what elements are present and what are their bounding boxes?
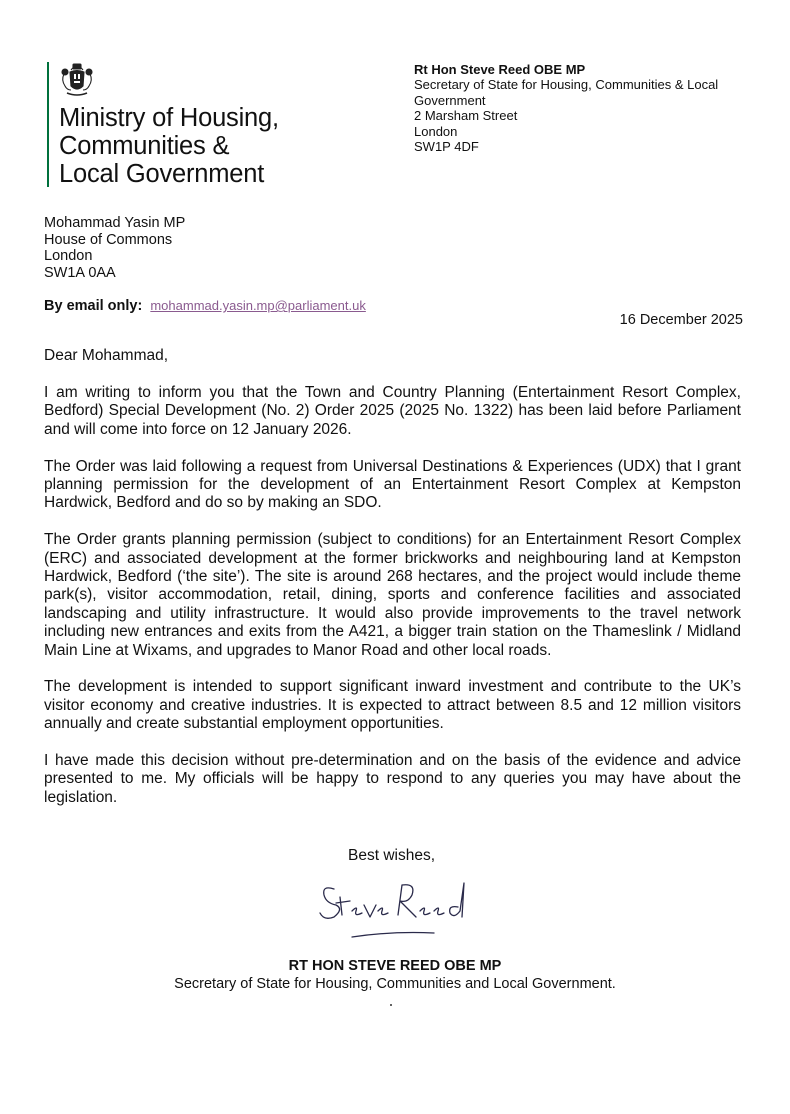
sender-line: 2 Marsham Street xyxy=(414,108,518,124)
logo-green-rule xyxy=(47,62,49,187)
body-paragraph: I have made this decision without pre-determination and on the basis of the evidence and advice presented to me. My officials will be happy to respond to any queries you may have about the legislation. xyxy=(44,752,741,806)
signoff-title: Secretary of State for Housing, Communities and Local Government. xyxy=(174,976,616,992)
sender-line: London xyxy=(414,123,458,139)
email-link[interactable]: mohammad.yasin.mp@parliament.uk xyxy=(150,298,366,313)
handwritten-signature xyxy=(312,875,482,945)
recipient-address xyxy=(44,215,185,281)
body-paragraph: The development is intended to support significant inward investment and contribute to the UK’s visitor economy and creative industries. It is expected to attract between 8.5 and 12 million visitors annually and create substantial employment opportunities. xyxy=(44,678,741,733)
department-name xyxy=(59,104,319,188)
salutation: Dear Mohammad, xyxy=(44,347,169,364)
body-paragraph: The Order was laid following a request from Universal Destinations & Experiences (UDX) that I grant planning permission for the development of an Entertainment Resort Complex at Kempston Hardwick, Bedford and do so by making an SDO. xyxy=(44,457,741,512)
recipient-line: SW1A 0AA xyxy=(44,264,116,281)
recipient-line: London xyxy=(44,248,93,265)
royal-crest-icon xyxy=(57,60,97,100)
recipient-line: House of Commons xyxy=(44,231,173,248)
recipient-line: Mohammad Yasin MP xyxy=(44,215,186,231)
sender-address xyxy=(414,62,754,154)
body-paragraph: I am writing to inform you that the Town and Country Planning (Entertainment Resort Complex, Bedford) Special Development (No. 2) Order 2025 (2025 No. 1322) has been laid before Parliament and will come into force on 12 January 2026. xyxy=(44,384,741,438)
sender-name: Rt Hon Steve Reed OBE MP xyxy=(414,62,586,77)
sender-line: SW1P 4DF xyxy=(414,139,479,155)
letter-body xyxy=(44,384,741,826)
letter-date: 16 December 2025 xyxy=(619,312,743,328)
email-line xyxy=(44,297,370,315)
closing: Best wishes, xyxy=(348,847,436,864)
signoff-name: RT HON STEVE REED OBE MP xyxy=(288,958,502,974)
department-name-line: Ministry of Housing, xyxy=(59,104,279,132)
sender-line: Secretary of State for Housing, Communities & Local xyxy=(414,77,719,93)
stray-dot xyxy=(390,1004,392,1006)
body-paragraph: The Order grants planning permission (subject to conditions) for an Entertainment Resort Complex (ERC) and associated development at the former brickworks and neighbouring land at Kempston Hardwick, Bedford (‘the site’). The site is around 268 hectares, and the project would include theme park(s), visitor accommodation, retail, dining, sports and conference facilities and associated landscaping and utility infrastructure. It would also provide improvements to the travel network including new entrances and exits from the A421, a bigger train station on the Thameslink / Midland Main Line at Wixams, and upgrades to Manor Road and other local roads. xyxy=(44,531,741,659)
department-name-line: Communities & xyxy=(59,132,230,160)
department-name-line: Local Government xyxy=(59,160,265,188)
email-label: By email only: xyxy=(44,298,143,314)
sender-line: Government xyxy=(414,92,486,108)
